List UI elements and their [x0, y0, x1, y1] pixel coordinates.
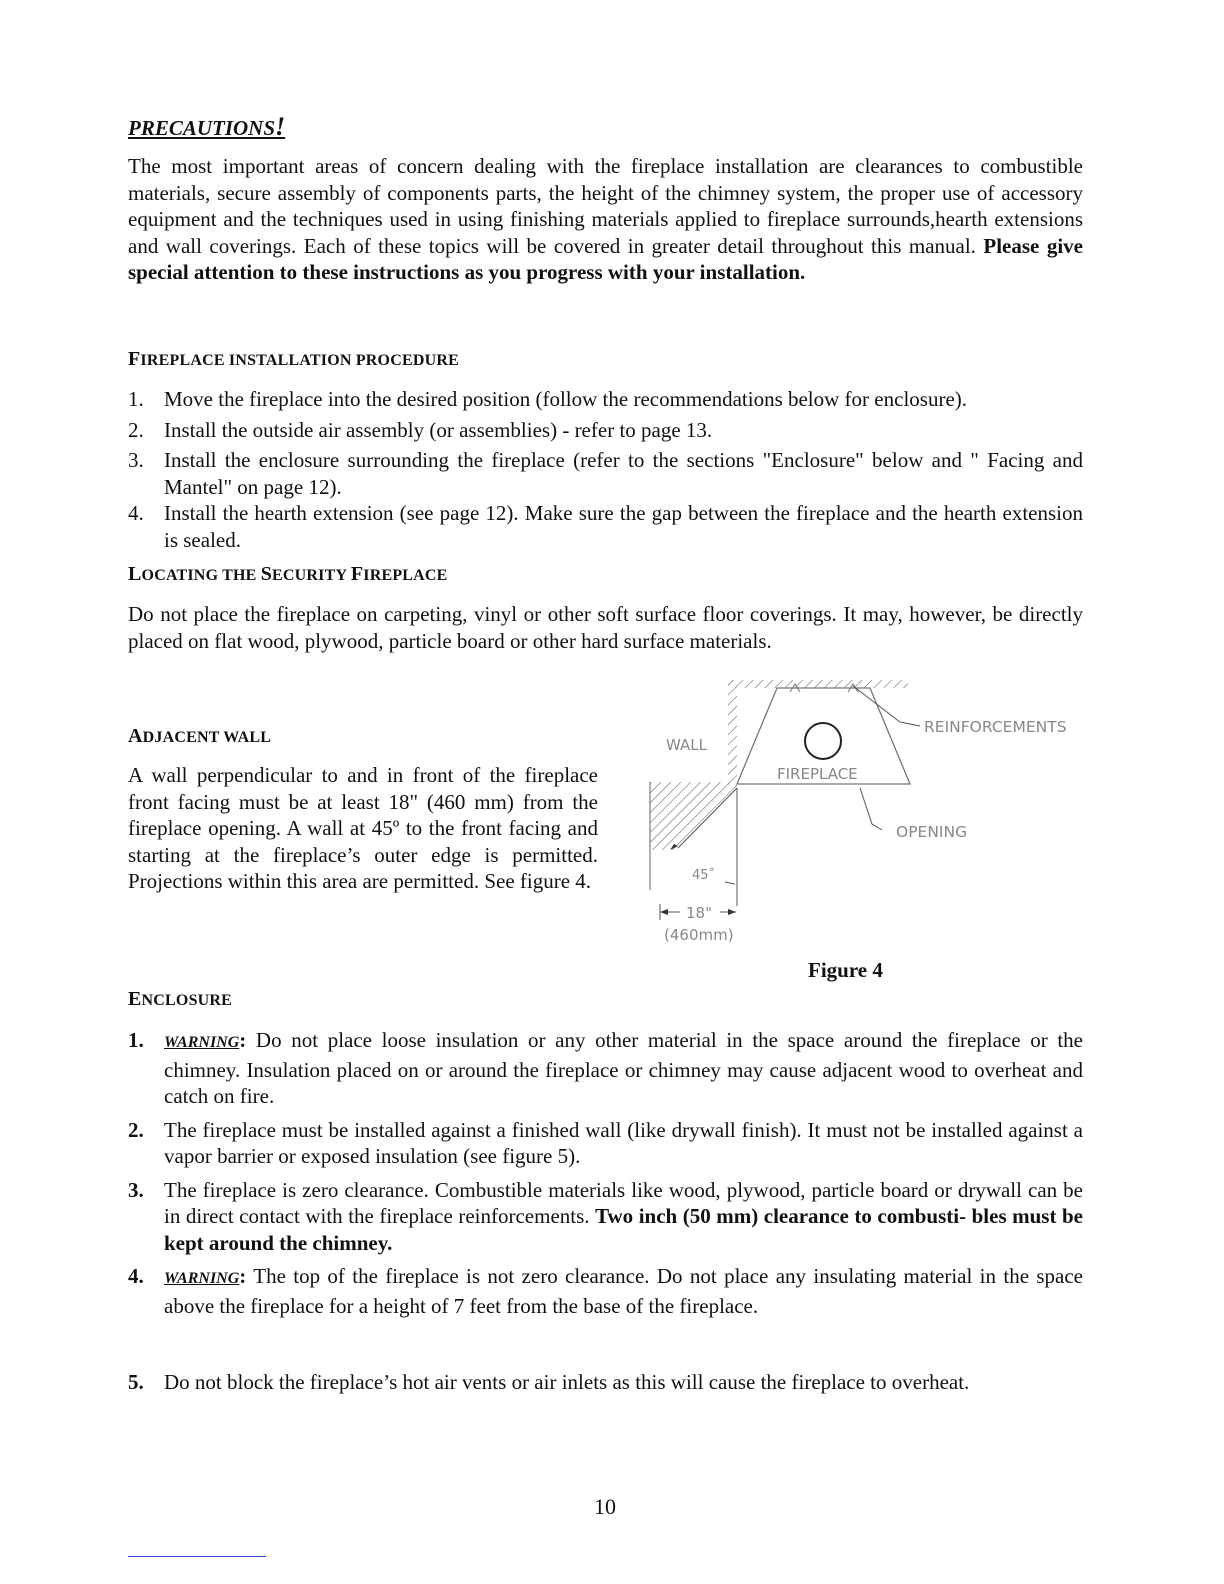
- page-number: 10: [594, 1494, 616, 1519]
- figure-4-diagram: [640, 674, 1100, 954]
- label-reinforcements: REINFORCEMENTS: [924, 718, 1067, 736]
- enclosure-heading: ENCLOSURE: [128, 988, 233, 1010]
- locating-paragraph: Do not place the fireplace on carpeting, vinyl or other soft surface floor coverings. It may, however, be directly placed on flat wood, plywood, particle board or other hard surface materials.: [128, 602, 1083, 653]
- label-distance: 18": [686, 904, 712, 922]
- warning-label: WARNING: [164, 1270, 240, 1287]
- locating-heading: LOCATING THE SECURITY FIREPLACE: [128, 563, 448, 585]
- label-distance-mm: (460mm): [664, 926, 734, 944]
- enclosure-item-2: 2. The fireplace must be installed against a finished wall (like drywall finish). It must not be installed against a vapor barrier or exposed insulation (see figure 5).: [128, 1117, 1083, 1168]
- label-opening: OPENING: [896, 823, 968, 841]
- footer-rule: [128, 1556, 266, 1557]
- enclosure-item-4: 4. WARNING: The top of the fireplace is not zero clearance. Do not place any insulating material in the space above the fireplace for a height of 7 feet from the base of the fireplace.: [128, 1264, 1083, 1318]
- adjacent-wall-hatch: [650, 782, 737, 850]
- adjacent-wall-paragraph: A wall perpendicular to and in front of the fireplace front facing must be at least 18" (460 mm) from the fireplace opening. A wall at 45º to the front facing and starting at the fireplace’s outer edge is permitted. Projections within this area are permitted. See figure 4.: [128, 763, 598, 893]
- installation-list: [128, 386, 1083, 553]
- installation-item-3: 3. Install the enclosure surrounding the fireplace (refer to the sections "Enclosure" below and " Facing and Mantel" on page 12).: [128, 448, 1083, 499]
- figure-caption: Figure 4: [808, 958, 883, 982]
- adjacent-wall-heading: ADJACENT WALL: [128, 725, 272, 747]
- enclosure-item-3: 3. The fireplace is zero clearance. Combustible materials like wood, plywood, particle board or drywall can be in direct contact with the fireplace reinforcements. Two inch (50 mm) clearance to combusti- bles must be kept around the chimney.: [128, 1177, 1083, 1255]
- installation-heading: FIREPLACE INSTALLATION PROCEDURE: [128, 348, 459, 370]
- precautions-paragraph: The most important areas of concern dealing with the fireplace installation are clearances to combustible materials, secure assembly of components parts, the height of the chimney system, the proper use of accessory equipment and the techniques used in using finishing materials applied to fireplace surrounds,hearth extensions and wall coverings. Each of these topics will be covered in greater detail throughout this manual. Please give special attention to these instructions as you progress with your installation.: [128, 154, 1083, 284]
- label-angle: 45˚: [692, 868, 716, 883]
- side-wall-hatch: [728, 680, 737, 788]
- label-wall: WALL: [666, 736, 707, 754]
- enclosure-item-1: 1. WARNING: Do not place loose insulation or any other material in the space around the fireplace or the chimney. Insulation placed on or around the fireplace or chimney may cause adjacent wood to overheat and catch on fire.: [128, 1028, 1083, 1108]
- installation-item-1: 1. Move the fireplace into the desired position (follow the recommendations below for enclosure).: [128, 387, 968, 411]
- top-wall-hatch: [728, 680, 908, 688]
- firebox-circle: [805, 723, 841, 759]
- precautions-title: PRECAUTIONS!: [128, 112, 286, 141]
- warning-label: WARNING: [164, 1034, 240, 1051]
- label-fireplace: FIREPLACE: [777, 765, 858, 783]
- installation-item-4: 4. Install the hearth extension (see page 12). Make sure the gap between the fireplace and the hearth extension is sealed.: [128, 501, 1083, 552]
- enclosure-list: [128, 1027, 1083, 1396]
- installation-item-2: 2. Install the outside air assembly (or assemblies) - refer to page 13.: [128, 417, 713, 442]
- enclosure-item-5: 5. Do not block the fireplace’s hot air vents or air inlets as this will cause the fireplace to overheat.: [128, 1370, 970, 1394]
